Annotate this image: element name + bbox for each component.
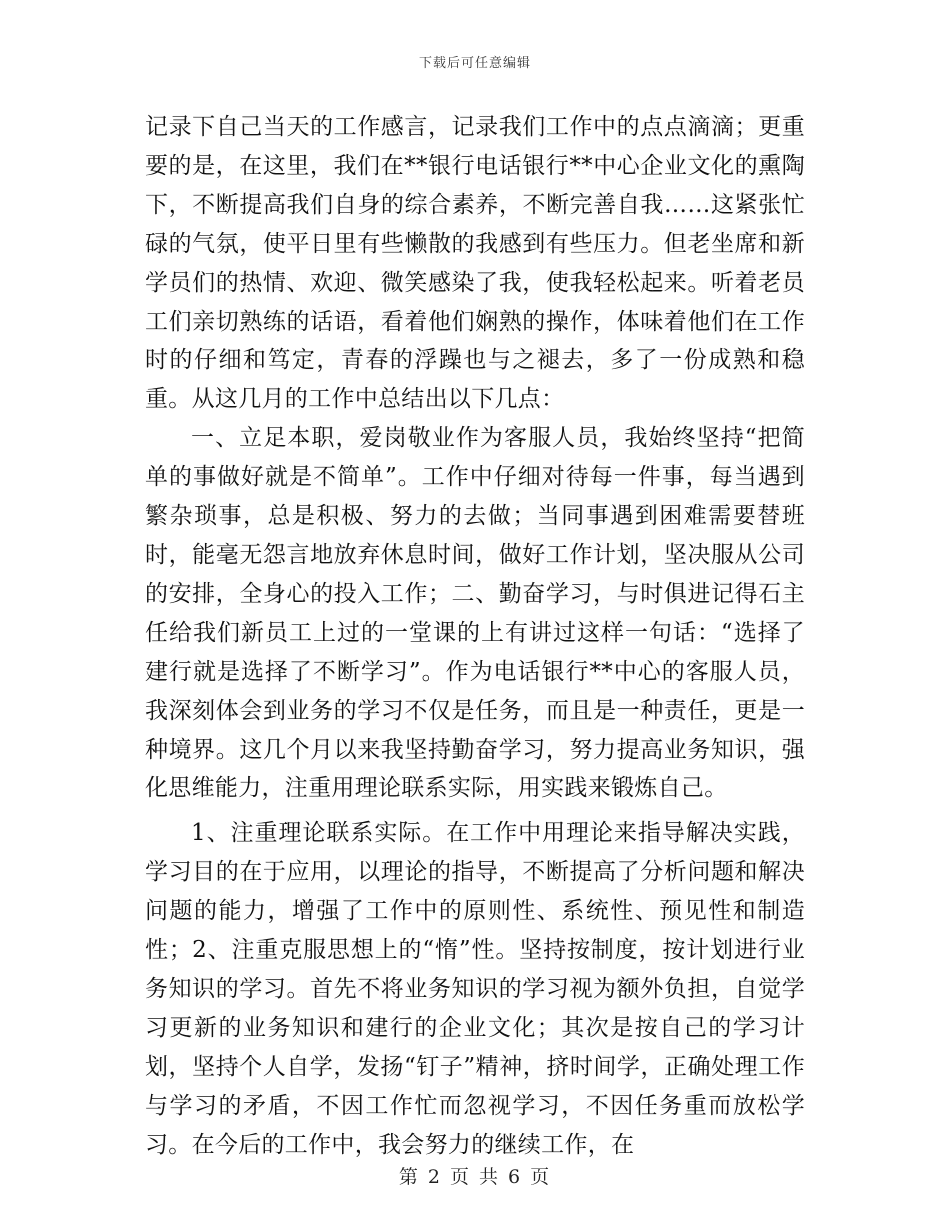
paragraph-section-one: 一、立足本职，爱岗敬业作为客服人员，我始终坚持“把简单的事做好就是不简单”。工作中仔细对待每一件事，每当遇到繁杂琐事，总是积极、努力的去做；当同事遇到困难需要替班时，能毫无怨言地放弃休息时间，做好工作计划，坚决服从公司的安排，全身心的投入工作；二、勤奋学习，与时俱进记得石主任给我们新员工上过的一堂课的上有讲过这样一句话：“选择了建行就是选择了不断学习”。作为电话银行**中心的客服人员，我深刻体会到业务的学习不仅是任务，而且是一种责任，更是一种境界。这几个月以来我坚持勤奋学习，努力提高业务知识，强化思维能力，注重用理论联系实际，用实践来锻炼自己。 (145, 425, 805, 802)
page-header: 下载后可任意编辑 (418, 56, 531, 71)
page-footer: 第 2 页 共 6 页 (398, 1166, 552, 1188)
paragraph-point-one: 1、注重理论联系实际。在工作中用理论来指导解决实践，学习目的在于应用，以理论的指导，不断提高了分析问题和解决问题的能力，增强了工作中的原则性、系统性、预见性和制造性；2、注重克服思想上的“惰”性。坚持按制度，按计划进行业务知识的学习。首先不将业务知识的学习视为额外负担，自觉学习更新的业务知识和建行的企业文化；其次是按自己的学习计划，坚持个人自学，发扬“钉子”精神，挤时间学，正确处理工作与学习的矛盾，不因工作忙而忽视学习，不因任务重而放松学习。在今后的工作中，我会努力的继续工作，在 (145, 820, 805, 1158)
document-body (145, 108, 805, 1164)
paragraph-continuation: 记录下自己当天的工作感言，记录我们工作中的点点滴滴；更重要的是，在这里，我们在**银行电话银行**中心企业文化的熏陶下，不断提高我们自身的综合素养，不断完善自我……这紧张忙碌的气氛，使平日里有些懒散的我感到有些压力。但老坐席和新学员们的热情、欢迎、微笑感染了我，使我轻松起来。听着老员工们亲切熟练的话语，看着他们娴熟的操作，体味着他们在工作时的仔细和笃定，青春的浮躁也与之褪去，多了一份成熟和稳重。从这几月的工作中总结出以下几点： (145, 114, 805, 413)
